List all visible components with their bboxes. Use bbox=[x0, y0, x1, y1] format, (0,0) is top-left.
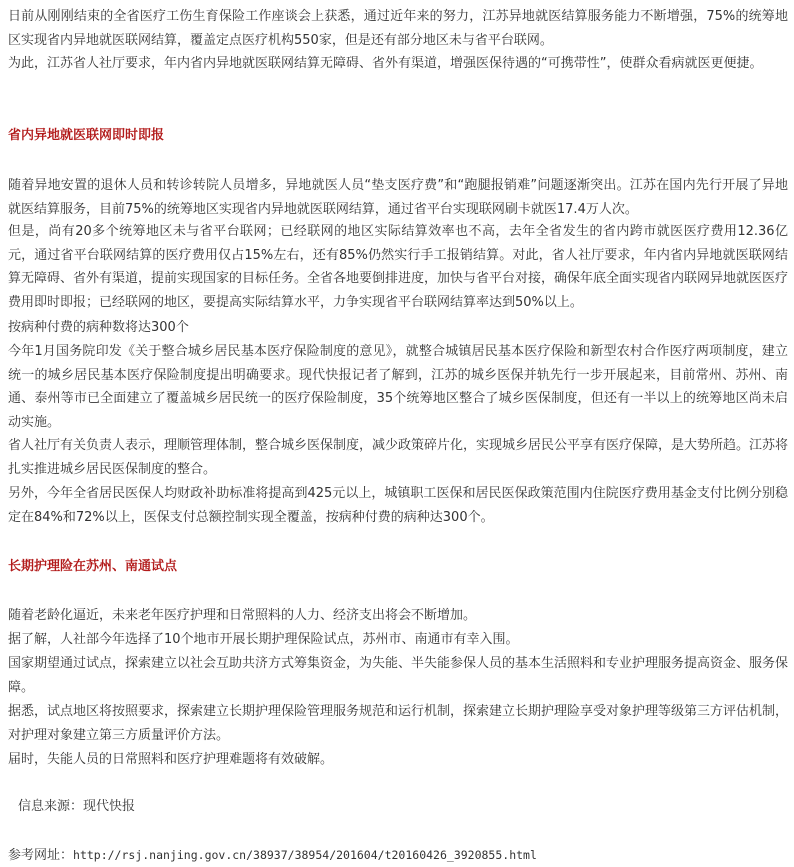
section1-paragraph-2: 但是，尚有20多个统筹地区未与省平台联网；已经联网的地区实际结算效率也不高，去年全省发生的省内跨市就医医疗费用12.36亿元，通过省平台联网结算的医疗费用仅占15%左右，还有85%仍然实行手工报销结算。对此，省人社厅要求，年内省内异地就医联网结算无障碍、省外有渠道，提前实现国家的目标任务。全省各地要倒排进度，加快与省平台对接，确保年底全面实现省内联网异地就医医疗费用即时即报；已经联网的地区，要提高实际结算水平，力争实现省平台联网结算率达到50%以上。 bbox=[8, 224, 789, 310]
section2-paragraph-2: 据了解，人社部今年选择了10个地市开展长期护理保险试点，苏州市、南通市有幸入围。 bbox=[8, 632, 519, 647]
section2-paragraph-3: 国家期望通过试点，探索建立以社会互助共济方式筹集资金，为失能、半失能参保人员的基本生活照料和专业护理服务提高资金、服务保障。 bbox=[8, 656, 789, 695]
section2-paragraph-1: 随着老龄化逼近，未来老年医疗护理和日常照料的人力、经济支出将会不断增加。 bbox=[8, 608, 477, 623]
section1-paragraph-4: 今年1月国务院印发《关于整合城乡居民基本医疗保险制度的意见》，就整合城镇居民基本医疗保险和新型农村合作医疗两项制度，建立统一的城乡居民基本医疗保险制度提出明确要求。现代快报记者了解到，江苏的城乡医保并轨先行一步开展起来，目前常州、苏州、南通、泰州等市已全面建立了覆盖城乡居民统一的医疗保险制度，35个统筹地区整合了城乡医保制度，但还有一半以上的统筹地区尚未启动实施。 bbox=[8, 344, 788, 430]
section2-paragraph-4: 据悉，试点地区将按照要求，探索建立长期护理保险管理服务规范和运行机制，探索建立长期护理险享受对象护理等级第三方评估机制，对护理对象建立第三方质量评价方法。 bbox=[8, 704, 789, 743]
source-note: 信息来源：现代快报 bbox=[18, 799, 136, 814]
intro-paragraph-2: 为此，江苏省人社厅要求，年内省内异地就医联网结算无障碍、省外有渠道，增强医保待遇的“可携带性”，使群众看病就医更便捷。 bbox=[8, 56, 763, 71]
intro-paragraph-1: 日前从刚刚结束的全省医疗工伤生育保险工作座谈会上获悉，通过近年来的努力，江苏异地就医结算服务能力不断增强，75%的统筹地区实现省内异地就医联网结算，覆盖定点医疗机构550家，但是还有部分地区未与省平台联网。 bbox=[8, 9, 788, 48]
section2-paragraph-5: 届时，失能人员的日常照料和医疗护理难题将有效破解。 bbox=[8, 752, 334, 767]
section-heading-remote-medical: 省内异地就医联网即时即报 bbox=[8, 128, 165, 143]
section1-paragraph-1: 随着异地安置的退休人员和转诊转院人员增多，异地就医人员“垫支医疗费”和“跑腿报销难”问题逐渐突出。江苏在国内先行开展了异地就医结算服务，目前75%的统筹地区实现省内异地就医联网结算，通过省平台实现联网刷卡就医17.4万人次。 bbox=[8, 178, 788, 217]
section1-paragraph-5: 省人社厅有关负责人表示，理顺管理体制，整合城乡医保制度，减少政策碎片化，实现城乡居民公平享有医疗保障，是大势所趋。江苏将扎实推进城乡居民医保制度的整合。 bbox=[8, 438, 789, 477]
section1-paragraph-3: 按病种付费的病种数将达300个 bbox=[8, 320, 189, 335]
reference-label: 参考网址： bbox=[8, 848, 74, 863]
section-heading-long-term-care: 长期护理险在苏州、南通试点 bbox=[8, 559, 178, 574]
section1-paragraph-6: 另外，今年全省居民医保人均财政补助标准将提高到425元以上，城镇职工医保和居民医保政策范围内住院医疗费用基金支付比例分别稳定在84%和72%以上，医保支付总额控制实现全覆盖，按病种付费的病种达300个。 bbox=[8, 486, 788, 525]
reference-url-link[interactable]: http://rsj.nanjing.gov.cn/38937/38954/201604/t20160426_3920855.html bbox=[73, 848, 537, 862]
reference-line bbox=[8, 845, 537, 866]
